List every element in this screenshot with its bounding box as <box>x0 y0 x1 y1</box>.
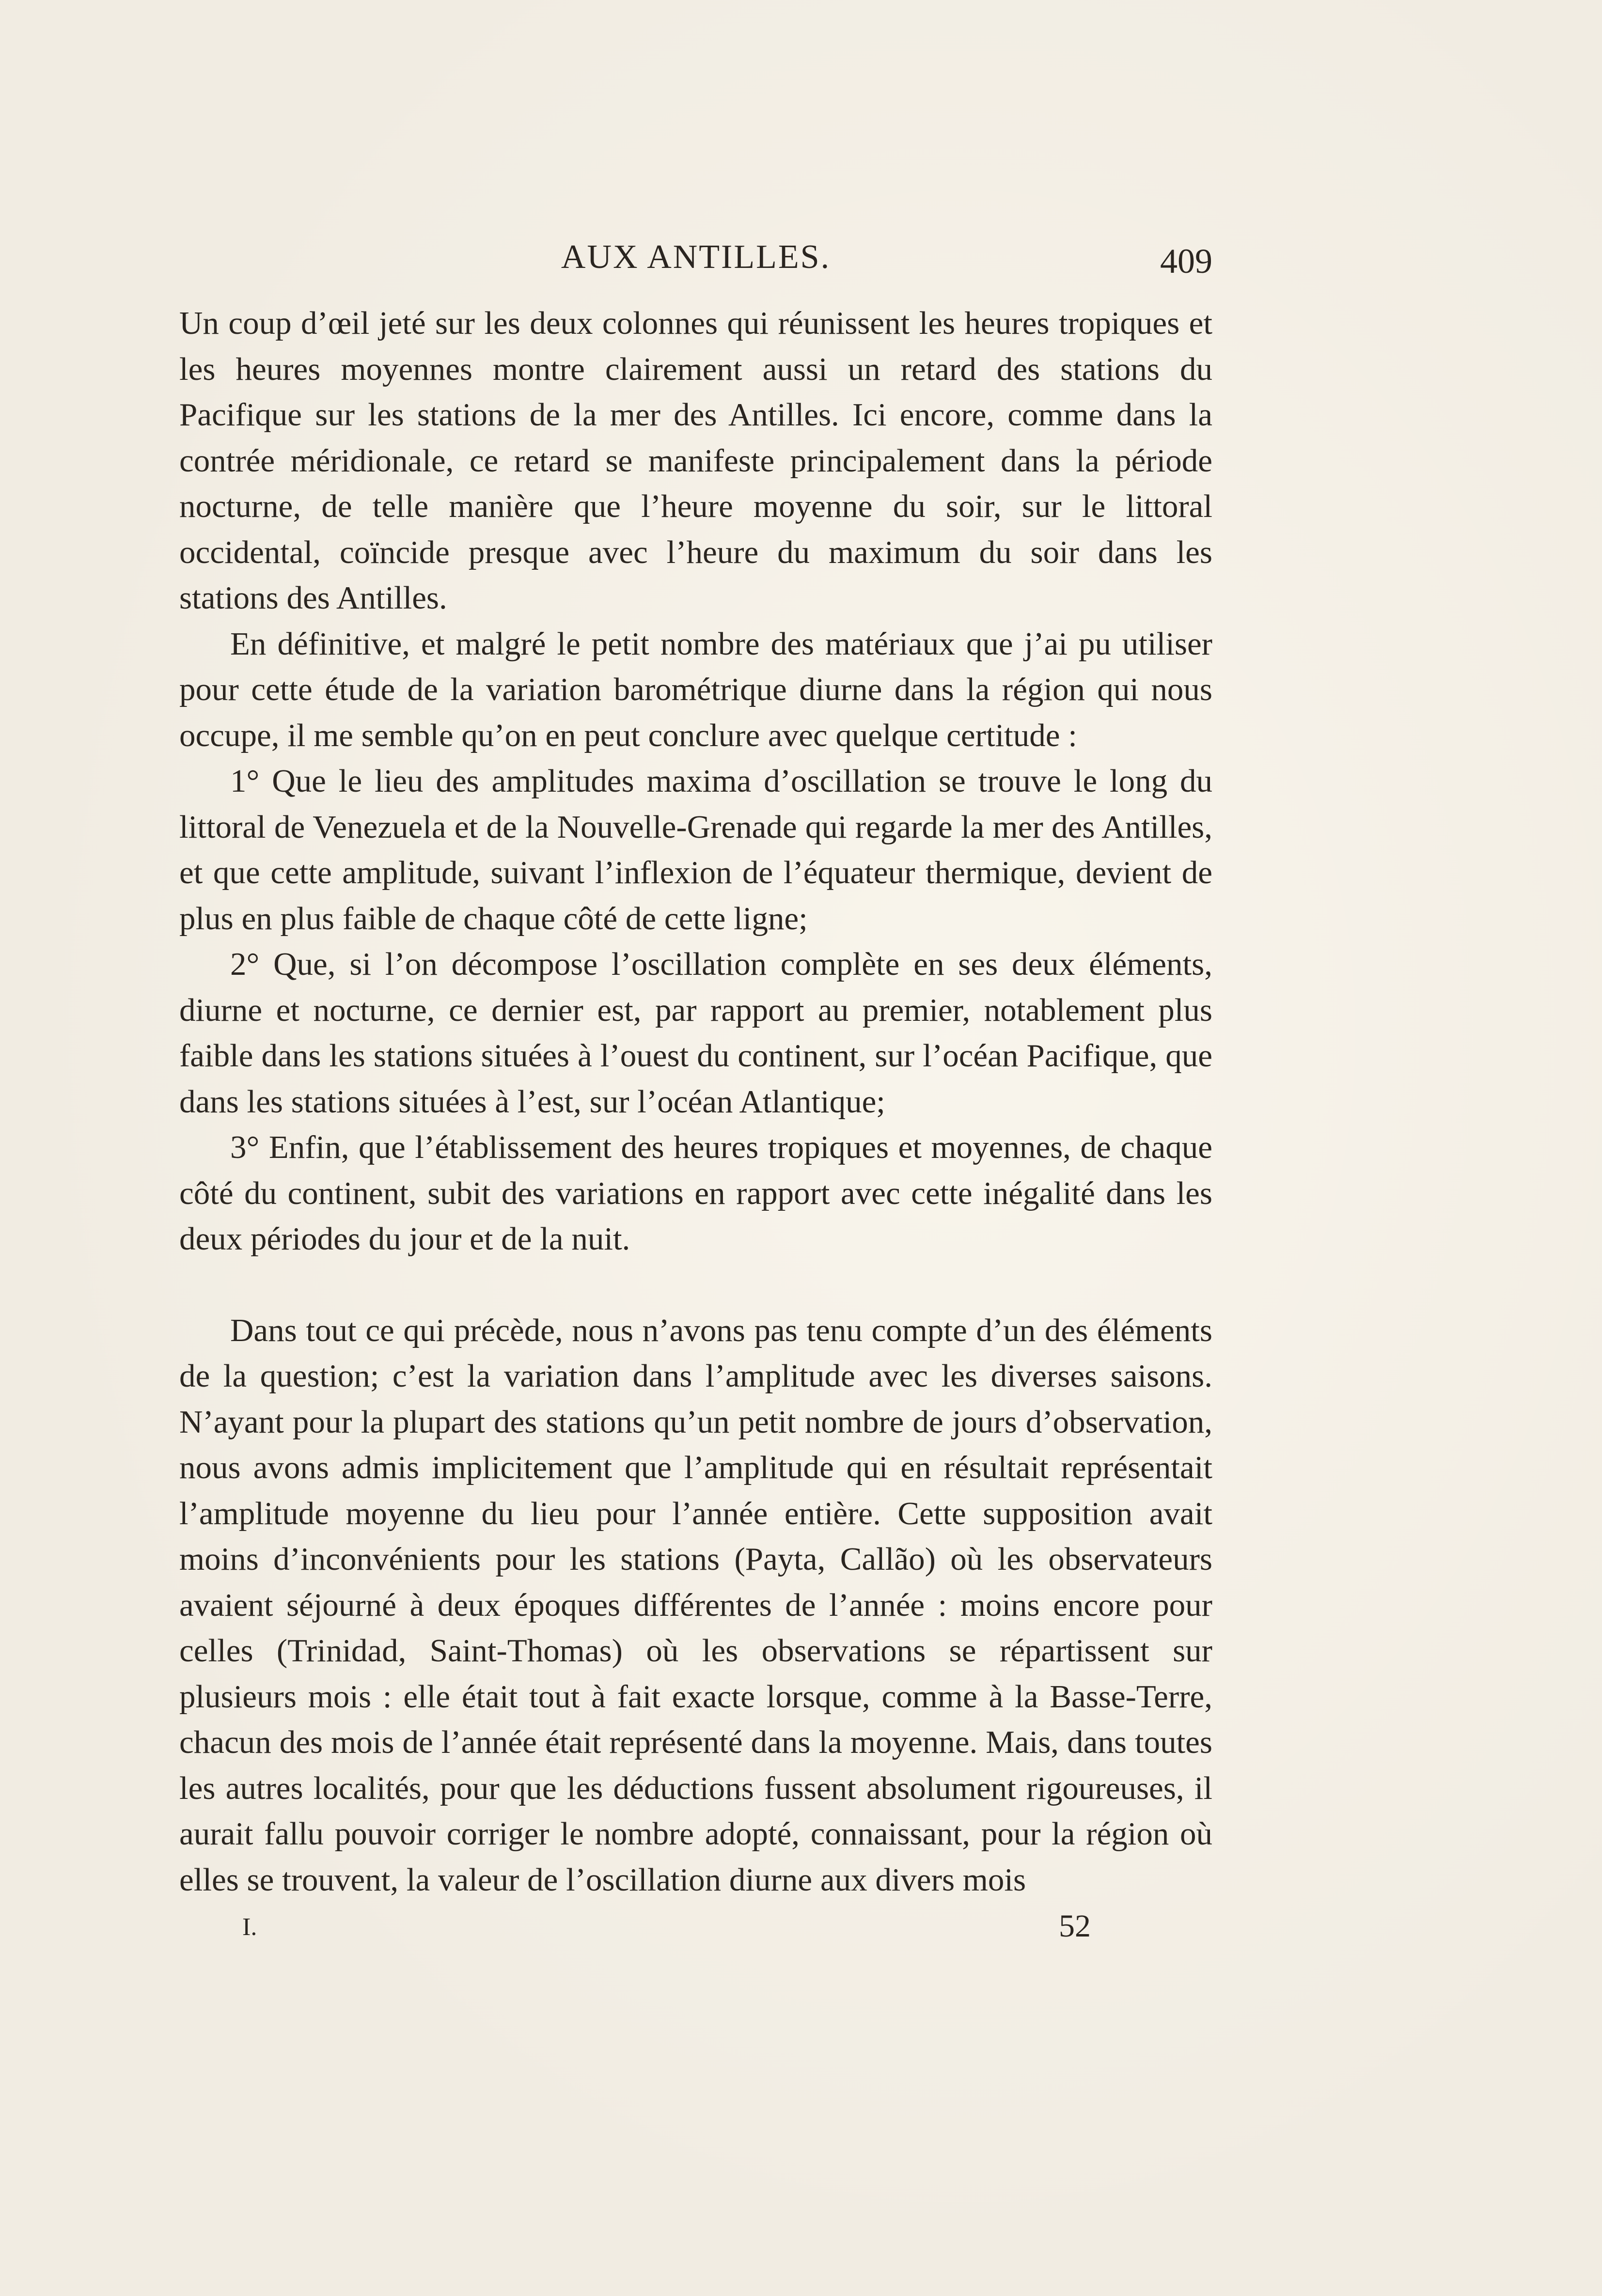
paragraph: 3° Enfin, que l’établissement des heures tropiques et moyennes, de chaque côté du continent, subit des variations en rapport avec cette inégalité dans les deux périodes du jour et de la nuit. <box>179 1129 1212 1257</box>
paragraph: Dans tout ce qui précède, nous n’avons pas tenu compte d’un des éléments de la question; c’est la variation dans l’amplitude avec les diverses saisons. N’ayant pour la plupart des stations qu’un petit nombre de jours d’observation, nous avons admis implicitement que l’amplitude qui en résultait représentait l’amplitude moyenne du lieu pour l’année entière. Cette supposition avait moins d’inconvénients pour les stations (Payta, Callão) où les observateurs avaient séjourné à deux époques différentes de l’année : moins encore pour celles (Trinidad, Saint-Thomas) où les observations se répartissent sur plusieurs mois : elle était tout à fait exacte lorsque, comme à la Basse-Terre, chacun des mois de l’année était représenté dans la moyenne. Mais, dans toutes les autres localités, pour que les déductions fussent absolument rigoureuses, il aurait fallu pouvoir corriger le nombre adopté, connaissant, pour la région où elles se trouvent, la valeur de l’oscillation diurne aux divers mois <box>179 1312 1212 1898</box>
paragraph: Un coup d’œil jeté sur les deux colonnes qui réunissent les heures tropiques et les heures moyennes montre clairement aussi un retard des stations du Pacifique sur les stations de la mer des Antilles. Ici encore, comme dans la contrée méridionale, ce retard se manifeste principalement dans la période nocturne, de telle manière que l’heure moyenne du soir, sur le littoral occidental, coïncide presque avec l’heure du maximum du soir dans les stations des Antilles. <box>179 305 1212 616</box>
sheet-number: 52 <box>1059 1908 1091 1944</box>
page-footer <box>179 1908 1212 1947</box>
paragraph: En définitive, et malgré le petit nombre des matériaux que j’ai pu utiliser pour cette étude de la variation barométrique diurne dans la région qui nous occupe, il me semble qu’on en peut conclure avec quelque certitude : <box>179 625 1212 753</box>
running-head: AUX ANTILLES. <box>561 238 831 276</box>
signature-mark: I. <box>242 1913 257 1941</box>
page-header <box>179 235 1212 279</box>
paragraph: 2° Que, si l’on décompose l’oscillation complète en ses deux éléments, diurne et nocturne, ce dernier est, par rapport au premier, notablement plus faible dans les stations situées à l’ouest du continent, sur l’océan Pacifique, que dans les stations situées à l’est, sur l’océan Atlantique; <box>179 946 1212 1120</box>
page-number: 409 <box>1160 242 1212 281</box>
paragraph: 1° Que le lieu des amplitudes maxima d’oscillation se trouve le long du littoral de Venezuela et de la Nouvelle-Grenade qui regarde la mer des Antilles, et que cette amplitude, suivant l’inflexion de l’équateur thermique, devient de plus en plus faible de chaque côté de cette ligne; <box>179 763 1212 937</box>
body-text <box>179 300 1212 1903</box>
